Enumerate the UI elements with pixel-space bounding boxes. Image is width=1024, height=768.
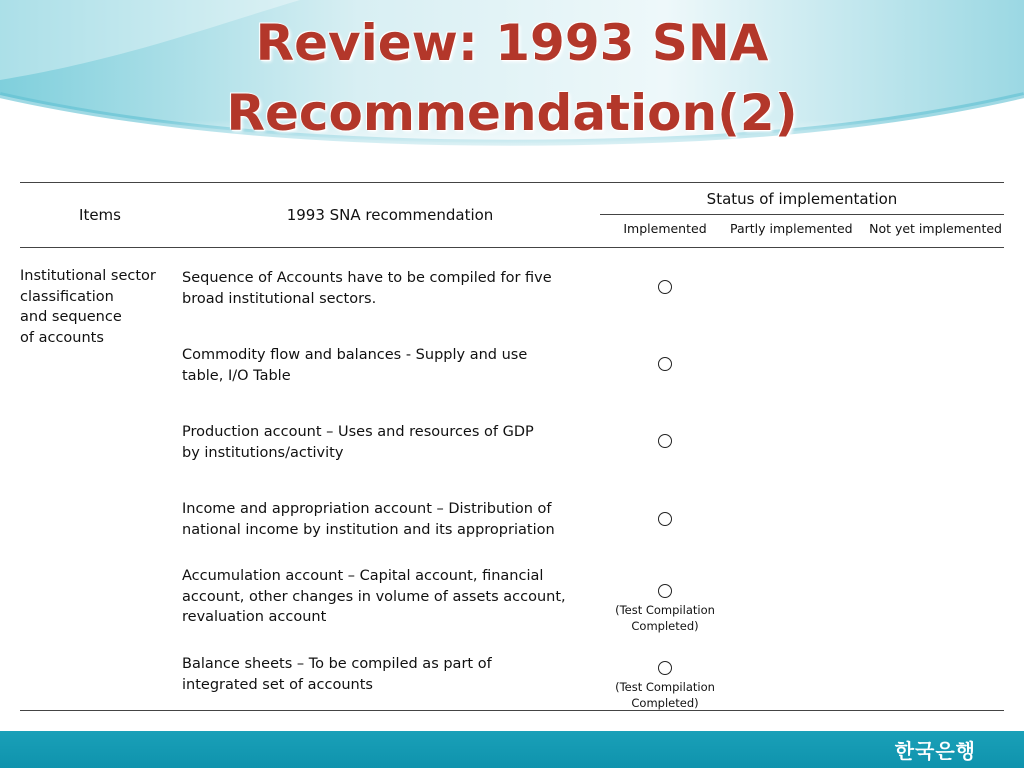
item-label-line: of accounts bbox=[20, 329, 104, 346]
item-label-line: classification bbox=[20, 288, 114, 305]
recommendation-line: national income by institution and its appropriation bbox=[182, 521, 555, 538]
recommendation-line: table, I/O Table bbox=[182, 367, 291, 384]
recommendation-line: by institutions/activity bbox=[182, 444, 344, 461]
recommendation-line: integrated set of accounts bbox=[182, 676, 373, 693]
bank-of-korea-logo: 한국은행 bbox=[894, 739, 976, 763]
table-row bbox=[182, 345, 597, 386]
table-row bbox=[182, 499, 597, 540]
page-title bbox=[0, 8, 1024, 148]
header-not-yet-implemented: Not yet implemented bbox=[869, 221, 1002, 236]
table-header bbox=[20, 183, 1004, 248]
table-row bbox=[182, 268, 597, 309]
test-compilation-note bbox=[610, 603, 720, 634]
implemented-mark bbox=[610, 357, 720, 375]
circle-mark-icon bbox=[658, 357, 672, 371]
recommendation-line: account, other changes in volume of assets account, bbox=[182, 588, 566, 605]
circle-mark-icon bbox=[658, 434, 672, 448]
note-line: Completed) bbox=[631, 695, 699, 710]
implementation-table bbox=[20, 182, 1004, 711]
implemented-mark bbox=[610, 661, 720, 711]
note-line: (Test Compilation bbox=[615, 603, 715, 617]
implemented-mark bbox=[610, 584, 720, 634]
item-label-line: Institutional sector bbox=[20, 268, 156, 284]
note-line: (Test Compilation bbox=[615, 680, 715, 694]
recommendation-line: Commodity flow and balances - Supply and use bbox=[182, 347, 528, 363]
footer-bar bbox=[0, 731, 1024, 768]
title-line-1: Review: 1993 SNA bbox=[255, 14, 769, 72]
recommendation-line: Production account – Uses and resources of GDP bbox=[182, 424, 534, 440]
table-row bbox=[182, 654, 597, 695]
recommendation-line: broad institutional sectors. bbox=[182, 290, 377, 307]
header-status: Status of implementation bbox=[600, 183, 1004, 215]
test-compilation-note bbox=[610, 680, 720, 711]
recommendation-line: revaluation account bbox=[182, 609, 327, 625]
header-partly-implemented: Partly implemented bbox=[730, 221, 853, 236]
header-recommendation: 1993 SNA recommendation bbox=[286, 206, 494, 224]
title-line-2: Recommendation(2) bbox=[226, 84, 798, 142]
implemented-mark bbox=[610, 280, 720, 298]
table-row bbox=[182, 422, 597, 463]
table-row bbox=[182, 566, 597, 628]
item-label-line: and sequence bbox=[20, 309, 122, 325]
note-line: Completed) bbox=[631, 618, 699, 633]
header-implemented: Implemented bbox=[623, 221, 707, 236]
recommendation-line: Sequence of Accounts have to be compiled for five bbox=[182, 270, 552, 286]
implemented-mark bbox=[610, 434, 720, 452]
circle-mark-icon bbox=[658, 661, 672, 675]
implemented-mark bbox=[610, 512, 720, 530]
circle-mark-icon bbox=[658, 512, 672, 526]
header-items: Items bbox=[79, 206, 121, 224]
item-label bbox=[20, 266, 180, 348]
circle-mark-icon bbox=[658, 584, 672, 598]
recommendation-line: Accumulation account – Capital account, financial bbox=[182, 568, 544, 584]
recommendation-line: Balance sheets – To be compiled as part of bbox=[182, 656, 492, 672]
recommendation-line: Income and appropriation account – Distribution of bbox=[182, 501, 552, 517]
circle-mark-icon bbox=[658, 280, 672, 294]
table-body bbox=[20, 248, 1004, 710]
